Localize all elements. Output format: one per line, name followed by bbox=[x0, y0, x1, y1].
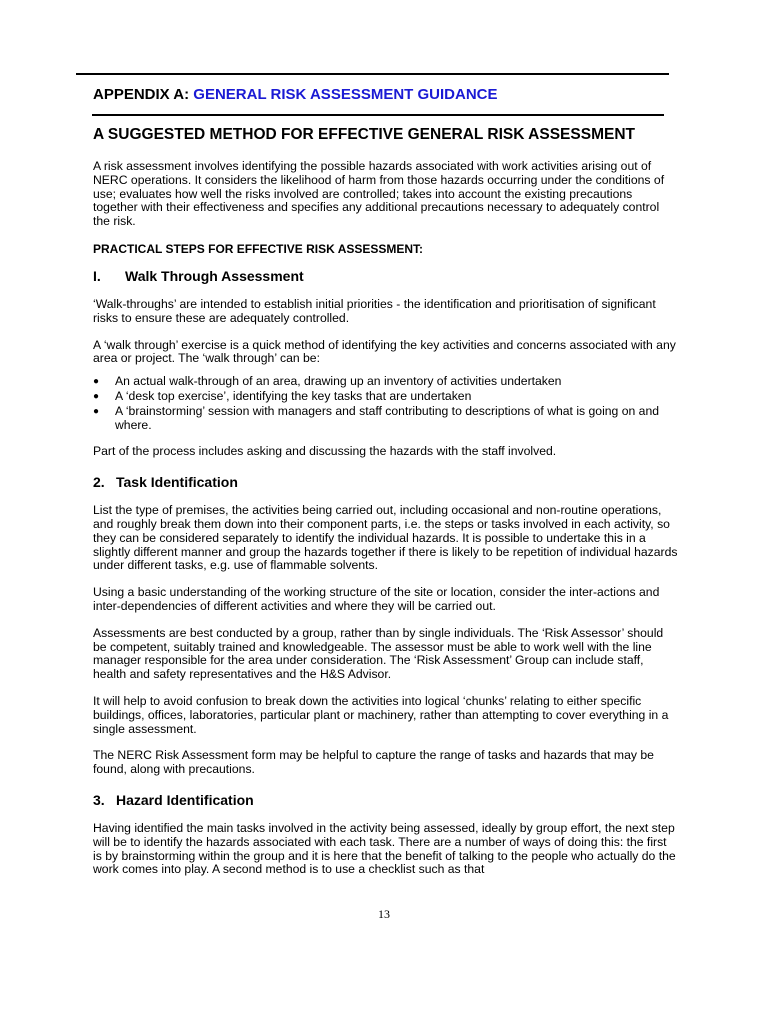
main-heading: A SUGGESTED METHOD FOR EFFECTIVE GENERAL RISK ASSESSMENT bbox=[93, 126, 635, 143]
section-3-title: Hazard Identification bbox=[116, 791, 254, 808]
section-1-paragraph-2: A ‘walk through’ exercise is a quick method of identifying the key activities and concerns associated with any area or project. The ‘walk through’ can be: bbox=[93, 337, 676, 366]
appendix-label: APPENDIX A: bbox=[93, 86, 194, 103]
practical-steps-heading: PRACTICAL STEPS FOR EFFECTIVE RISK ASSESSMENT: bbox=[93, 241, 424, 256]
bullet-icon: ● bbox=[93, 376, 100, 388]
section-2-number: 2. bbox=[93, 474, 105, 491]
section-1-number: I. bbox=[93, 267, 101, 284]
section-2-paragraph-5: The NERC Risk Assessment form may be helpful to capture the range of tasks and hazards that may be found, along with precautions. bbox=[93, 748, 654, 777]
heading-underline-rule bbox=[92, 114, 664, 116]
section-2-title: Task Identification bbox=[116, 474, 238, 491]
bullet-icon: ● bbox=[93, 405, 100, 417]
section-2-heading bbox=[93, 474, 678, 490]
list-item: ● A ‘brainstorming’ session with managers and staff contributing to descriptions of what is going on and where. bbox=[93, 403, 660, 432]
top-rule bbox=[76, 73, 669, 75]
section-2-paragraph-2: Using a basic understanding of the working structure of the site or location, consider the inter-actions and inter-dependencies of different activities and where they will be carried out. bbox=[93, 585, 660, 613]
section-3-heading bbox=[93, 792, 678, 808]
section-1-paragraph-1: ‘Walk-throughs’ are intended to establish initial priorities - the identification and prioritisation of significant risks to ensure these are adequately controlled. bbox=[93, 296, 656, 325]
section-2-paragraph-1: List the type of premises, the activities being carried out, including occasional and non-routine operations, and roughly break them down into their component parts, i.e. the steps or tasks involved in each activity, so they can be considered separately to identify the individual hazards. It is possible to undertake this in a slightly different manner and group the hazards together if there is likely to be repetition of individual hazards under different tasks, e.g. use of flammable solvents. bbox=[93, 503, 678, 573]
section-3-number: 3. bbox=[93, 791, 105, 808]
section-2-paragraph-4: It will help to avoid confusion to break down the activities into logical ‘chunks’ relating to either specific buildings, offices, laboratories, particular plant or machinery, rather than attempting to cover everything in a single assessment. bbox=[93, 693, 669, 736]
appendix-title: GENERAL RISK ASSESSMENT GUIDANCE bbox=[193, 86, 498, 103]
section-1-heading bbox=[93, 268, 678, 284]
section-1-title: Walk Through Assessment bbox=[125, 267, 304, 284]
document-body bbox=[93, 126, 678, 890]
list-item: ● An actual walk-through of an area, drawing up an inventory of activities undertaken bbox=[93, 374, 562, 389]
intro-paragraph: A risk assessment involves identifying the possible hazards associated with work activities arising out of NERC operations. It considers the likelihood of harm from those hazards occurring under the conditions of use; evaluates how well the risks involved are controlled; takes into account the existing precautions together with their effectiveness and specifies any additional precautions necessary to adequately control the risk. bbox=[93, 159, 665, 229]
appendix-heading bbox=[93, 86, 498, 103]
list-item: ● A ‘desk top exercise’, identifying the key tasks that are undertaken bbox=[93, 388, 472, 403]
section-1-paragraph-3: Part of the process includes asking and discussing the hazards with the staff involved. bbox=[93, 444, 557, 459]
walk-through-list bbox=[93, 375, 678, 432]
section-3-paragraph-1: Having identified the main tasks involved in the activity being assessed, ideally by group effort, the next step will be to identify the hazards associated with each task. There are a number of ways of doing this: the first is by brainstorming within the group and it is here that the benefit of talking to the people who actually do the work comes into play. A second method is to use a checklist such as that bbox=[93, 820, 676, 877]
bullet-icon: ● bbox=[93, 390, 100, 402]
page-number: 13 bbox=[378, 907, 390, 921]
section-2-paragraph-3: Assessments are best conducted by a group, rather than by single individuals. The ‘Risk Assessor’ should be competent, suitably trained and knowledgeable. The assessor must be able to work well with the line manager responsible for the area under consideration. The ‘Risk Assessment’ Group can include staff, health and safety representatives and the H&S Advisor. bbox=[93, 625, 664, 682]
